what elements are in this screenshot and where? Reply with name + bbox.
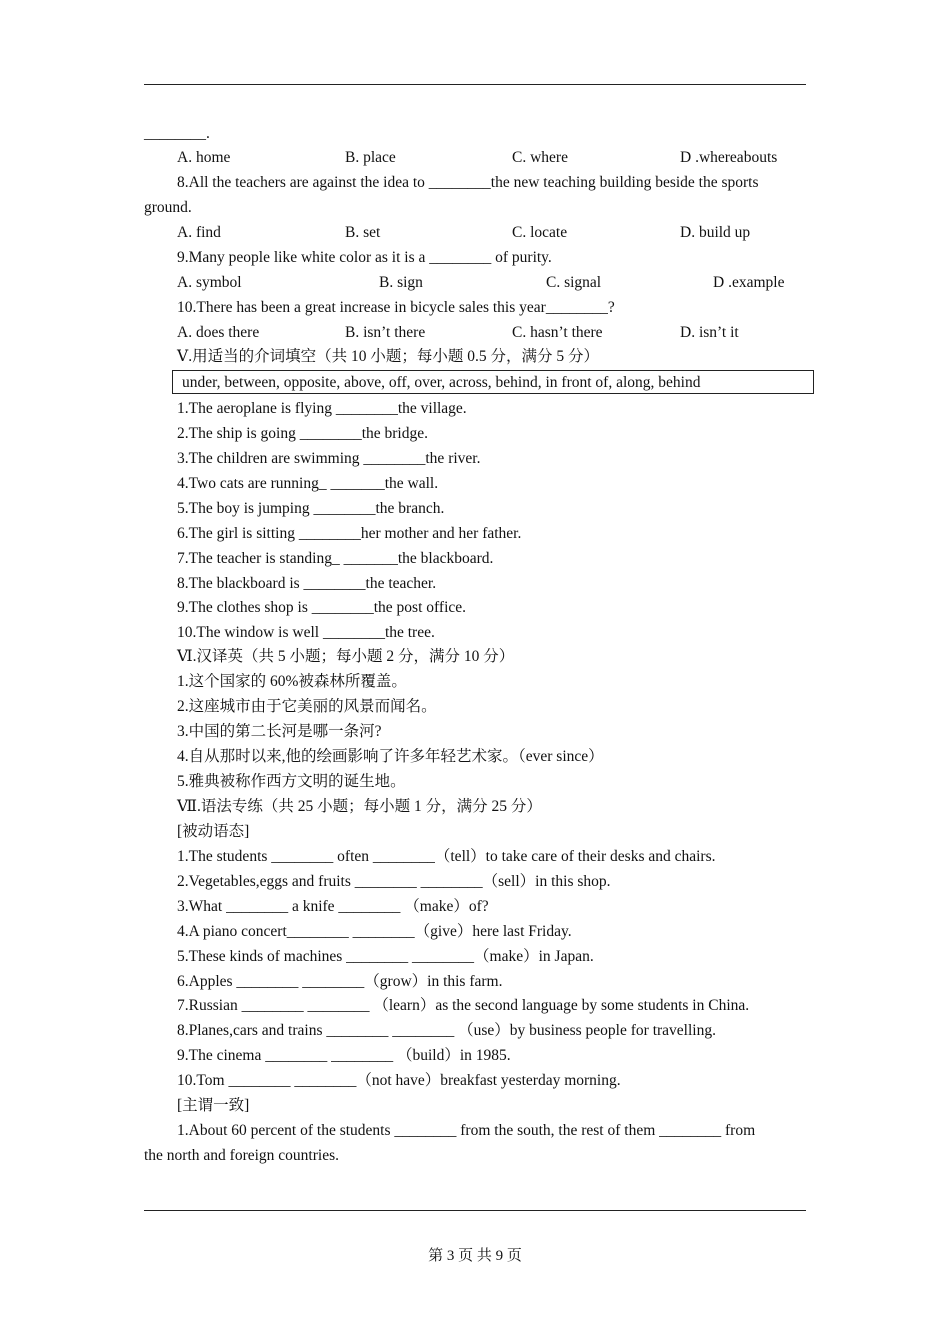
q9-option-c: C. signal [546,274,602,291]
section-7-heading: Ⅶ.语法专练（共 25 小题；每小题 1 分，满分 25 分） [177,798,542,815]
s5-item-6: 6.The girl is sitting ________her mother and her father. [177,525,522,542]
s7-item-10: 10.Tom ________ ________（not have）breakfast yesterday morning. [177,1072,621,1089]
s7-item-8: 8.Planes,cars and trains ________ ________ （use）by business people for travelling. [177,1022,716,1039]
q9-text: 9.Many people like white color as it is a ________ of purity. [177,249,552,266]
q10-option-c: C. hasn’t there [512,324,603,341]
agreement-label: [主谓一致] [177,1097,250,1114]
q7-option-b: B. place [345,149,396,166]
q8-option-d: D. build up [680,224,751,241]
s7-item-9: 9.The cinema ________ ________ （build）in 1985. [177,1047,511,1064]
q7-option-a: A. home [177,149,231,166]
header-rule [144,84,806,85]
q8-text-cont: ground. [144,199,192,216]
q10-text: 10.There has been a great increase in bicycle sales this year________? [177,299,615,316]
passive-voice-label: [被动语态] [177,823,250,840]
s6-item-5: 5.雅典被称作西方文明的诞生地。 [177,773,406,790]
q10-option-a: A. does there [177,324,260,341]
q7-option-c: C. where [512,149,568,166]
q9-option-d: D .example [713,274,785,291]
s7-item-5: 5.These kinds of machines ________ ________（make）in Japan. [177,948,594,965]
s5-item-5: 5.The boy is jumping ________the branch. [177,500,445,517]
q7-option-d: D .whereabouts [680,149,778,166]
s6-item-3: 3.中国的第二长河是哪一条河? [177,723,382,740]
s6-item-1: 1.这个国家的 60%被森林所覆盖。 [177,673,407,690]
agreement-item-1: 1.About 60 percent of the students ________ from the south, the rest of them ________ from [177,1122,756,1139]
section-5-heading: Ⅴ.用适当的介词填空（共 10 小题；每小题 0.5 分，满分 5 分） [177,348,599,365]
q8-option-b: B. set [345,224,381,241]
s5-item-8: 8.The blackboard is ________the teacher. [177,575,437,592]
section-6-heading: Ⅵ.汉译英（共 5 小题；每小题 2 分，满分 10 分） [177,648,515,665]
q8-option-a: A. find [177,224,221,241]
footer-rule [144,1210,806,1211]
s5-item-10: 10.The window is well ________the tree. [177,624,435,641]
s7-item-3: 3.What ________ a knife ________ （make）of? [177,898,489,915]
word-bank-text: under, between, opposite, above, off, over, across, behind, in front of, along, behind [182,374,701,391]
s5-item-7: 7.The teacher is standing_ _______the blackboard. [177,550,494,567]
prev-question-blank: ________. [144,125,210,142]
s5-item-9: 9.The clothes shop is ________the post office. [177,599,467,616]
s5-item-1: 1.The aeroplane is flying ________the village. [177,400,467,417]
agreement-item-1-cont: the north and foreign countries. [144,1147,339,1164]
s7-item-7: 7.Russian ________ ________ （learn）as the second language by some students in China. [177,997,750,1014]
s6-item-2: 2.这座城市由于它美丽的风景而闻名。 [177,698,437,715]
q8-option-c: C. locate [512,224,568,241]
q9-option-a: A. symbol [177,274,242,291]
q10-option-b: B. isn’t there [345,324,426,341]
s7-item-4: 4.A piano concert________ ________（give）here last Friday. [177,923,572,940]
s6-item-4: 4.自从那时以来,他的绘画影响了许多年轻艺术家。（ever since） [177,748,604,765]
s7-item-6: 6.Apples ________ ________（grow）in this farm. [177,973,503,990]
s7-item-1: 1.The students ________ often ________（tell）to take care of their desks and chairs. [177,848,716,865]
s5-item-4: 4.Two cats are running_ _______the wall. [177,475,439,492]
q9-option-b: B. sign [379,274,423,291]
q10-option-d: D. isn’t it [680,324,739,341]
s5-item-3: 3.The children are swimming ________the river. [177,450,481,467]
q8-text: 8.All the teachers are against the idea to ________the new teaching building beside the sports [177,174,759,191]
word-bank-box [172,370,814,394]
page-number: 第 3 页 共 9 页 [428,1248,522,1264]
s5-item-2: 2.The ship is going ________the bridge. [177,425,428,442]
s7-item-2: 2.Vegetables,eggs and fruits ________ ________（sell）in this shop. [177,873,611,890]
